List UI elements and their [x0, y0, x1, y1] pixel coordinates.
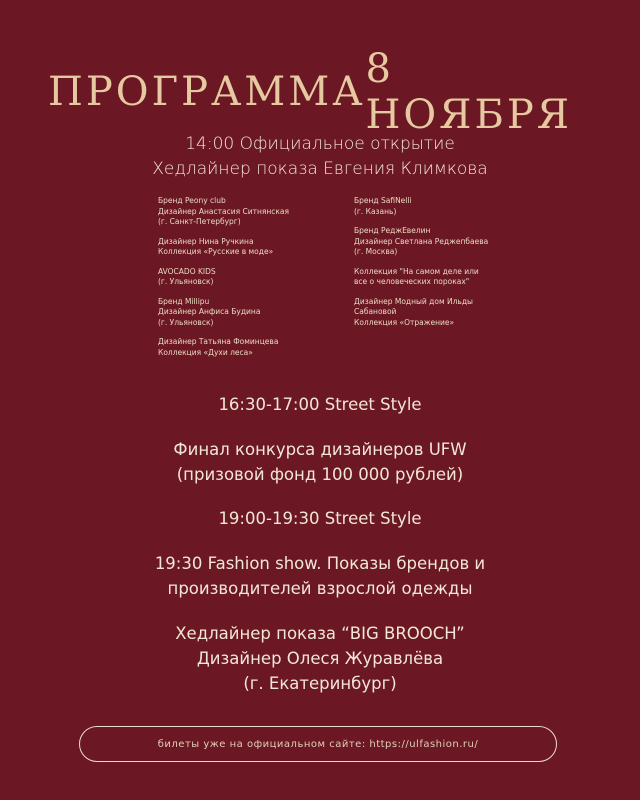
brand-entry-line: Дизайнер Светлана Реджепбаева	[354, 236, 489, 246]
brand-entry-line: все о человеческих пороках"	[354, 277, 470, 286]
brand-entry	[354, 226, 524, 258]
brand-entry	[354, 297, 524, 329]
brand-entry-line: (г. Ульяновск)	[158, 317, 214, 327]
event-date: 8 НОЯБРЯ	[365, 46, 573, 138]
brand-entry-line: AVOCADO KIDS	[158, 266, 216, 276]
brand-entry-line: Коллекция "На самом деле или	[354, 266, 479, 276]
brand-entry-line: Коллекция «Русские в моде»	[158, 247, 274, 256]
tickets-link-banner[interactable]	[79, 726, 557, 762]
final-block	[0, 437, 640, 487]
brand-entry-line: Коллекция «Духи леса»	[158, 347, 253, 357]
brand-entry-line: Бренд РеджЕвелин	[354, 226, 431, 235]
brand-entry-line: Дизайнер Анастасия Ситнянская	[158, 206, 290, 216]
brand-column-right	[354, 196, 524, 358]
brand-entry-line: Дизайнер Татьяна Фоминцева	[158, 337, 279, 346]
brand-entry-line: (г. Казань)	[354, 206, 397, 216]
page-header	[48, 46, 592, 138]
brand-entry	[354, 196, 524, 217]
opening-time: 14:00 Официальное открытие	[185, 134, 455, 154]
tickets-link-text[interactable]: билеты уже на официальном сайте: https://ulfashion.ru/	[157, 738, 479, 750]
fashion-show-line2: производителей взрослой одежды	[167, 579, 473, 598]
brand-entry-line: Бренд SafiNelli	[354, 196, 412, 205]
final-prize: (призовой фонд 100 000 рублей)	[176, 465, 464, 484]
brand-entry-line: Коллекция «Отражение»	[354, 317, 455, 327]
brand-entry-line: Сабановой	[354, 307, 397, 316]
street-style-1: 16:30-17:00 Street Style	[218, 395, 422, 414]
brand-entry-line: Дизайнер Нина Ручкина	[158, 236, 254, 246]
opening-headliner: Хедлайнер показа Евгения Климкова	[152, 159, 488, 179]
street-style-2: 19:00-19:30 Street Style	[218, 509, 422, 528]
brand-entry-line: (г. Санкт-Петербург)	[158, 217, 241, 226]
opening-block	[0, 132, 640, 182]
fashion-show-block	[0, 551, 640, 601]
brand-list	[158, 196, 578, 358]
fashion-show-line1: 19:30 Fashion show. Показы брендов и	[154, 554, 486, 573]
brand-entry-line: (г. Ульяновск)	[158, 277, 214, 286]
brand-entry	[158, 196, 318, 228]
brand-entry	[158, 237, 318, 258]
brand-entry	[158, 267, 318, 288]
brand-entry-line: Дизайнер Модный дом Ильды	[354, 296, 473, 306]
headliner-block	[0, 621, 640, 696]
brand-entry-line: Бренд Peony club	[158, 196, 226, 205]
page-title: ПРОГРАММА	[48, 69, 366, 115]
brand-entry-line: (г. Москва)	[354, 247, 398, 256]
headliner-line2: Дизайнер Олеся Журавлёва	[196, 649, 444, 668]
brand-column-left	[158, 196, 318, 358]
brand-entry	[158, 297, 318, 329]
final-title: Финал конкурса дизайнеров UFW	[173, 440, 467, 459]
headliner-line1: Хедлайнер показа “BIG BROOCH”	[175, 624, 465, 643]
brand-entry-line: Дизайнер Анфиса Будина	[158, 307, 261, 316]
headliner-line3: (г. Екатеринбург)	[243, 674, 397, 693]
brand-entry	[354, 267, 524, 288]
brand-entry	[158, 337, 318, 358]
brand-entry-line: Бренд Millipu	[158, 296, 210, 306]
